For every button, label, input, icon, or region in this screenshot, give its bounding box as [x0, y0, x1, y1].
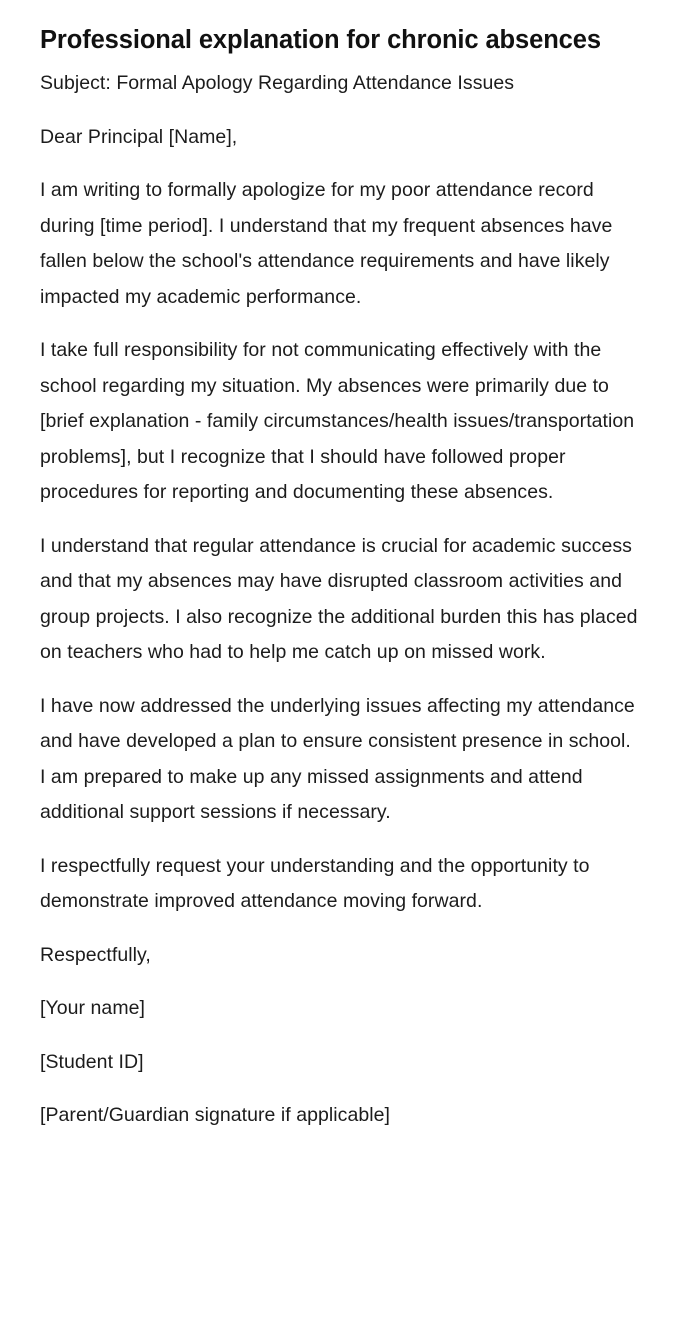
salutation: Dear Principal [Name],: [40, 125, 238, 148]
body-paragraph-2: I take full responsibility for not communicating effectively with the school regarding my situation. My absences were primarily due to [brief explanation - family circumstances/health issues/transportation problems], but I recognize that I should have followed proper procedures for reporting and documenting these absences.: [40, 339, 635, 503]
subject-line: Subject: Formal Apology Regarding Attendance Issues: [40, 72, 515, 94]
signature-name: [Your name]: [40, 997, 145, 1019]
body-paragraph-3: I understand that regular attendance is crucial for academic success and that my absences may have disrupted classroom activities and group projects. I also recognize the additional burden this has placed on teachers who had to help me catch up on missed work.: [40, 534, 638, 663]
body-paragraph-4: I have now addressed the underlying issues affecting my attendance and have developed a plan to ensure consistent presence in school. I am prepared to make up any missed assignments and attend additional support sessions if necessary.: [40, 694, 635, 823]
page-title: Professional explanation for chronic absences: [40, 26, 601, 54]
signature-student-id: [Student ID]: [40, 1050, 144, 1073]
body-paragraph-1: I am writing to formally apologize for my poor attendance record during [time period]. I understand that my frequent absences have fallen below the school's attendance requirements and have likely impacted my academic performance.: [40, 179, 613, 308]
body-paragraph-5: I respectfully request your understanding and the opportunity to demonstrate improved attendance moving forward.: [40, 854, 590, 912]
document-body: [40, 56, 640, 1134]
signature-guardian: [Parent/Guardian signature if applicable]: [40, 1104, 391, 1126]
closing: Respectfully,: [40, 943, 151, 966]
